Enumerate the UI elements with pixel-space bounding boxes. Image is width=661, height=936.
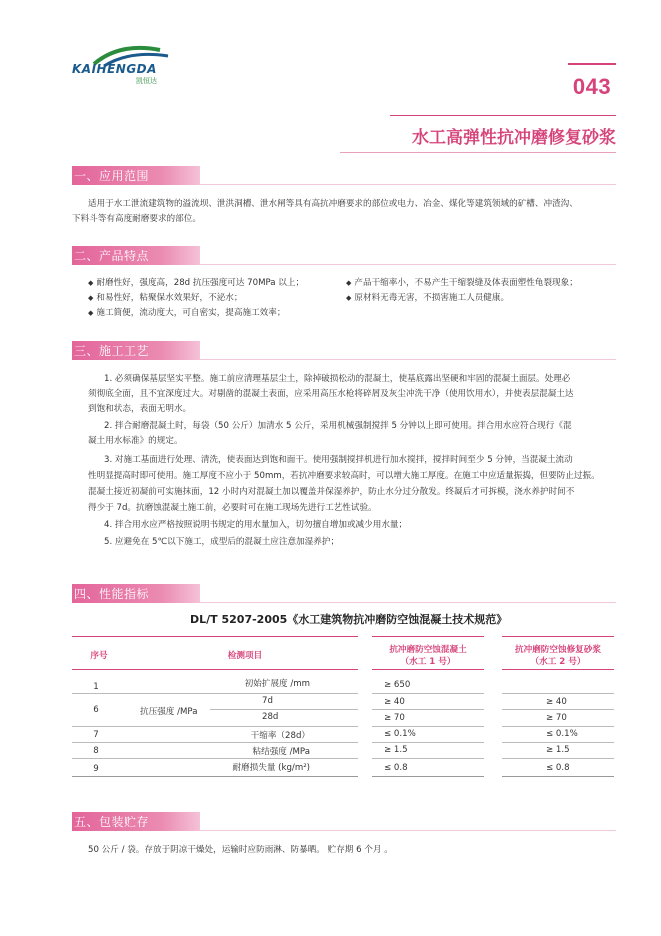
paragraph-line: 3. 对施工基面进行处理、清洗，使表面达到饱和面干。使用强制搅拌机进行加水搅拌，搅拌时间至少 5 分钟，当混凝土流动 [104,455,573,465]
title-rule-bottom [340,152,616,153]
table-rule [72,693,358,694]
section-header-application [72,166,200,185]
row-value-col2: ≤ 0.8 [546,763,570,773]
row-item: 干缩率（28d） [250,731,310,741]
section-heading: 五、包装贮存 [74,815,150,829]
paragraph-line: 4. 拌合用水应严格按照说明书规定的用水量加入，切勿擅自增加或减少用水量； [104,520,408,530]
standard-title: DL/T 5207-2005《水工建筑物抗冲磨防空蚀混凝土技术规范》 [190,613,508,626]
row-value-col1: ≥ 1.5 [384,745,408,755]
header-no: 序号 [90,651,108,661]
paragraph-line: 2. 拌合耐磨混凝土时，每袋（50 公斤）加清水 5 公斤，采用机械强制搅拌 5 分钟以上即可使用。拌合用水应符合现行《混 [104,421,572,431]
table-rule [502,726,614,727]
paragraph-line: 5. 应避免在 5℃以下施工，成型后的混凝土应注意加湿养护； [104,537,340,547]
page-title: 水工高弹性抗冲磨修复砂浆 [412,128,616,148]
table-rule [72,758,358,759]
header-item: 检测项目 [227,651,263,661]
bullet-icon: ◆ [88,309,94,317]
table-rule [72,669,358,670]
feature-item: ◆ 耐磨性好，强度高，28d 抗压强度可达 70MPa 以上； [88,278,305,288]
table-rule [372,693,484,694]
section-header-construction [72,341,200,360]
row-no: 8 [93,746,99,756]
table-rule [372,709,484,710]
paragraph-line: 得少于 7d。抗磨蚀混凝土施工前，必要时可在施工现场先进行工艺性试验。 [88,503,377,513]
table-rule [72,776,358,777]
table-rule [502,758,614,759]
row-no: 9 [93,764,99,774]
page-number-rule [568,63,616,65]
row-item: 初始扩展度 /mm [244,679,310,689]
row-value-col2: ≥ 40 [546,697,567,707]
table-rule [502,669,614,670]
table-rule [210,709,358,710]
table-rule [372,742,484,743]
header-col2-line1: 抗冲磨防空蚀修复砂浆 [515,645,601,655]
section-rule [200,830,616,831]
feature-item: ◆ 和易性好，粘聚保水效果好，不泌水； [88,293,243,303]
row-value-col1: ≥ 40 [384,697,405,707]
section-rule [200,184,616,185]
table-rule [502,776,614,777]
row-value-col2: ≤ 0.1% [546,729,578,739]
row-sub: 7d [262,696,273,706]
table-rule [372,669,484,670]
section-rule [200,602,616,603]
paragraph-line: 到饱和状态，表面无明水。 [88,404,192,414]
section-header-features [72,246,200,265]
section-heading: 三、施工工艺 [74,344,150,358]
section-heading: 一、应用范围 [74,169,150,183]
logo-text: KAIHENGDA [72,62,157,76]
section-heading: 二、产品特点 [74,249,150,263]
section-rule [200,359,616,360]
feature-item: ◆ 原材料无毒无害，不损害施工人员健康。 [346,293,510,303]
row-sub: 28d [262,712,279,722]
bullet-icon: ◆ [88,294,94,302]
paragraph-line: 下料斗等有高度耐磨要求的部位。 [72,214,201,224]
row-no: 6 [93,705,99,715]
table-rule [372,758,484,759]
table-rule [502,742,614,743]
table-rule [72,726,358,727]
feature-item: ◆ 产品干缩率小，不易产生干缩裂缝及体表面塑性龟裂现象； [346,278,578,288]
bullet-icon: ◆ [346,294,352,302]
table-rule [72,742,358,743]
row-value-col1: ≥ 650 [384,680,411,690]
row-item: 粘结强度 /MPa [252,747,310,757]
paragraph-line: 1. 必须确保基层坚实平整。施工前应清理基层尘土，除掉破损松动的混凝土，使基底露出坚硬和牢固的混凝土面层。处理必 [104,374,571,384]
table-rule [502,636,614,637]
paragraph-line: 混凝土接近初凝前可实施抹面，12 小时内对混凝土加以覆盖并保湿养护，防止水分过分散发。终凝后才可拆模，浇水养护时间不 [88,487,575,497]
row-value-col1: ≤ 0.8 [384,763,408,773]
row-item: 抗压强度 /MPa [140,707,198,717]
page-number: 043 [572,74,612,99]
table-rule [72,636,358,637]
feature-item: ◆ 施工简便，流动度大，可自密实，提高施工效率； [88,308,286,318]
paragraph-line: 凝土用水标准》的规定。 [88,436,183,446]
section-heading: 四、性能指标 [74,587,150,601]
header-col2-line2: （水工 2 号） [530,657,586,667]
packaging-text: 50 公斤 / 袋。存放于阴凉干燥处，运输时应防雨淋、防暴晒。 贮存期 6 个月 。 [88,845,393,855]
section-rule [200,264,616,265]
header-col1-line1: 抗冲磨防空蚀混凝土 [389,645,467,655]
row-value-col1: ≤ 0.1% [384,729,416,739]
table-rule [372,726,484,727]
table-rule [502,693,614,694]
table-rule [372,776,484,777]
title-rule-top [390,115,616,116]
section-header-packaging [72,812,200,831]
header-col1-line2: （水工 1 号） [400,657,456,667]
logo-cn-text: 凯恒达 [136,77,157,85]
paragraph-line: 适用于水工泄流建筑物的溢流坝、泄洪洞槽、泄水闸等具有高抗冲磨要求的部位或电力、冶金、煤化等建筑领域的矿槽、冲渣沟、 [88,199,578,209]
row-value-col2: ≥ 70 [546,713,567,723]
paragraph-line: 须彻底全面，且不宜深度过大。对剔凿的混凝土表面，应采用高压水枪将碎屑及灰尘冲洗干净（使用饮用水），并使表层混凝土达 [88,389,574,399]
row-no: 7 [93,730,99,740]
company-logo [72,44,164,88]
paragraph-line: 性明显提高时即可使用。施工厚度不应小于 50mm，若抗冲磨要求较高时，可以增大施工厚度。在施工中应适量振捣，但要防止过振。 [88,471,600,481]
row-value-col2: ≥ 1.5 [546,745,570,755]
table-rule [502,709,614,710]
section-header-performance [72,584,200,603]
table-rule [372,636,484,637]
bullet-icon: ◆ [88,279,94,287]
row-value-col1: ≥ 70 [384,713,405,723]
bullet-icon: ◆ [346,279,352,287]
row-no: 1 [93,682,99,692]
row-item: 耐磨损失量 (kg/m²) [232,763,310,773]
